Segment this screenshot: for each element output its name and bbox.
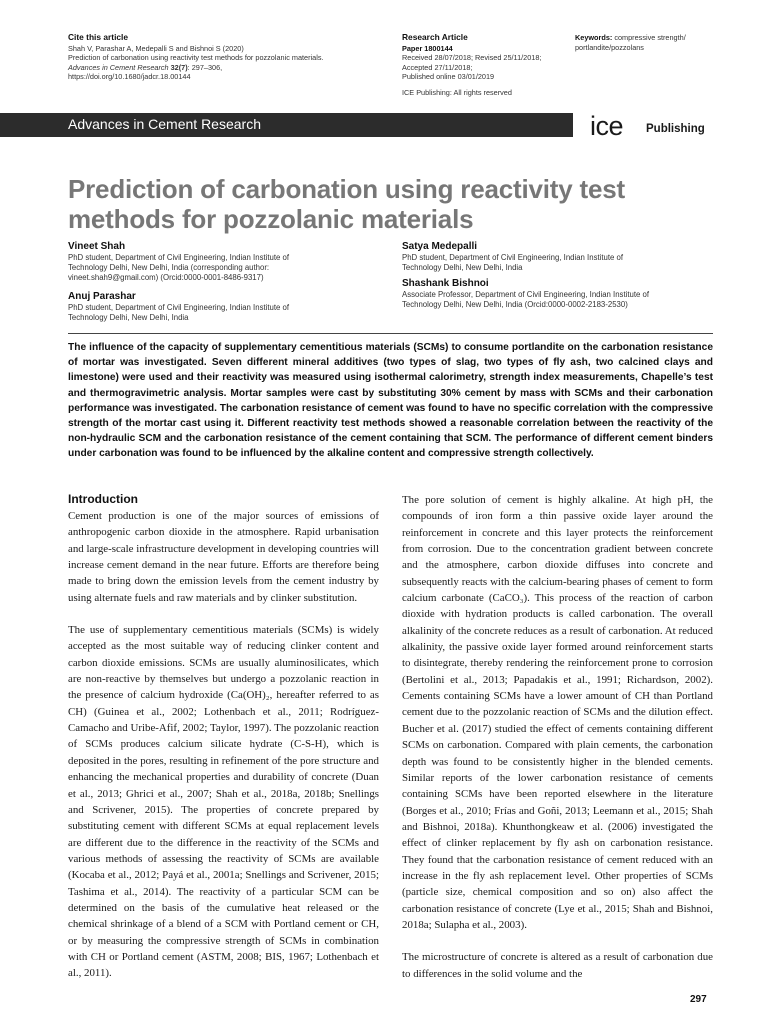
author-name: Satya Medepalli — [402, 241, 478, 252]
body-paragraph: The microstructure of concrete is altered as a result of carbonation due to differences in the solid volume and the — [402, 951, 713, 980]
body-column-left — [68, 492, 379, 998]
author-affiliation: Technology Delhi, New Delhi, India (corresponding author: — [68, 263, 270, 273]
author-block — [68, 290, 368, 323]
author-name: Anuj Parashar — [68, 291, 136, 302]
author-affiliation: Technology Delhi, New Delhi, India — [68, 313, 189, 323]
body-paragraph: The pore solution of cement is highly alkaline. At high pH, the compounds of iron form a thin passive oxide layer around the reinforcement in concrete and this layer protects the reinforcement from corrosion. Due to the concentration gradient between concrete and the atmosphere, carbon dioxide diffuses into concrete and subsequently reacts with the calcium-bearing phases of cement to form calcium carbonate (CaCO₃). This process of the reaction of carbon dioxide with hydration products is called carbonation. The overall alkalinity of the concrete reduces as a result of carbonation. At reduced alkalinity, the passive oxide layer formed around reinforcement starts to disintegrate, thereby rendering the reinforcement prone to corrosion (Bertolini et al., 2013; Papadakis et al., 1991; Richardson, 2002). Cements containing SCMs have a lower amount of CH than Portland cement due to the pozzolanic reaction of SCMs and the dilution effect. Bucher et al. (2017) studied the effect of cements containing different SCMs on carbonation. Compared with plain cements, the carbonation depth was found to be consistently higher in the blended cements. Similar reports of the lower carbonation resistance of cements containing SCMs have been reported elsewhere in the literature (Borges et al., 2010; Frías and Goñi, 2013; Leemann et al., 2015; Shah and Bishnoi, 2018a). Khunthongkeaw et al. (2006) investigated the effect of clinker replacement by fly ash on carbonation resistance. They found that the carbonation resistance of cement reduced with an increase in the fly ash replacement level. Other properties of SCMs (particle size, chemical composition and so on) also affect the carbonation resistance of concrete (Lye et al., 2015; Shah and Bishnoi, 2018a; Sulapha et al., 2003). — [402, 494, 713, 931]
published-date: Published online 03/01/2019 — [402, 72, 495, 82]
author-affiliation: Associate Professor, Department of Civil Engineering, Indian Institute of — [402, 290, 650, 299]
article-type: Research Article — [402, 32, 468, 42]
page-number: 297 — [690, 994, 707, 1005]
cite-heading: Cite this article — [68, 32, 129, 42]
cite-journal-line: Advances in Cement Research 32(7): 297–306, — [68, 62, 223, 72]
journal-bar — [0, 113, 573, 137]
author-affiliation: PhD student, Department of Civil Engineering, Indian Institute of — [402, 253, 624, 262]
paper-number: Paper 1800144 — [402, 43, 453, 53]
cite-authors: Shah V, Parashar A, Medepalli S and Bishnoi S (2020) — [68, 43, 244, 53]
keywords-block — [575, 33, 725, 52]
author-affiliation: PhD student, Department of Civil Engineering, Indian Institute of — [68, 303, 290, 312]
author-block — [402, 240, 702, 273]
author-affiliation: Technology Delhi, New Delhi, India (Orcid:0000-0002-2183-2530) — [402, 300, 628, 310]
citation-block — [68, 33, 368, 82]
author-affiliation: PhD student, Department of Civil Engineering, Indian Institute of — [68, 253, 290, 262]
cite-title: Prediction of carbonation using reactivity test methods for pozzolanic materials. — [68, 53, 324, 63]
body-paragraph: Cement production is one of the major sources of emissions of anthropogenic carbon dioxide in the atmosphere. Rapid urbanisation and large-scale infrastructure development in developing countries will increase cement demand in the near future. Efforts are therefore being made to bring down the emission levels from the cement industry by using alternate fuels and raw materials and by clinker substitution. — [68, 510, 379, 604]
article-title: Prediction of carbonation using reactivity test methods for pozzolanic materials — [68, 174, 625, 234]
body-column-right — [402, 492, 713, 998]
body-paragraph: The use of supplementary cementitious materials (SCMs) is widely accepted as the most suitable way of reducing clinker content and carbon dioxide emissions. SCMs are usually aluminosilicates, which are non-reactive by themselves but undergo a pozzolanic reaction in the presence of calcium hydroxide (Ca(OH)₂, hereafter referred to as CH) (Guinea et al., 2002; Lothenbach et al., 2011; Rodríguez-Camacho and Uribe-Afif, 2002; Taylor, 1997). The pozzolanic reaction of SCMs produces calcium silicate hydrate (C-S-H), which is deposited in the pores, resulting in refinement of the pore structure and enhancing the mechanical properties and durability of concrete (Duan et al., 2013; Ghrici et al., 2007; Shah et al., 2018a, 2018b; Snellings and Scrivener, 2015). The properties of concrete prepared by substituting cement with different SCMs at equal replacement levels are different due to the difference in the reactivity of the SCMs and various methods of assessing the reactivity of SCMs are available (Kocaba et al., 2012; Payá et al., 2001a; Snellings and Scrivener, 2015; Tashima et al., 2014). The reactivity of a particular SCM can be determined on the basis of the cumulative heat released or the chemical shrinkage of a blend of a SCM with Portland cement or CH, or by measuring the compressive strength of SCMs in combination with CH or Portland cement (ASTM, 2008; BIS, 1967; Lothenbach et al., 2011). — [68, 624, 379, 980]
author-contact[interactable]: vineet.shah9@gmail.com) (Orcid:0000-0001-8486-9317) — [68, 273, 264, 283]
keywords-line1[interactable]: compressive strength/ — [614, 33, 686, 42]
keywords-line2[interactable]: portlandite/pozzolans — [575, 42, 644, 52]
accepted-date: Accepted 27/11/2018; — [402, 62, 473, 72]
section-heading-introduction: Introduction — [68, 492, 138, 506]
logo-mark: ice — [590, 111, 624, 141]
logo-text: Publishing — [646, 123, 705, 135]
keywords-label: Keywords: — [575, 33, 613, 42]
received-date: Received 28/07/2018; Revised 25/11/2018; — [402, 53, 542, 63]
author-affiliation: Technology Delhi, New Delhi, India — [402, 263, 523, 273]
abstract: The influence of the capacity of supplementary cementitious materials (SCMs) to consume portlandite on the carbonation resistance of mortar was investigated. Seven different mineral additives (two types of slag, two types of fly ash, two calcined clays and limestone) were used and their reactivity was measured using isothermal calorimetry, strength index measurements, Chapelle’s test and thermogravimetric analysis. Mortar samples were cast by substituting 30% cement by mass with SCMs and their carbonation performance was investigated. The carbonation resistance of cement was found to have no specific correlation with the compressive strength of the mortar cast using it. Different reactivity test methods showed a reasonable correlation between the reactivity of the non-hydraulic SCM and the carbonation resistance of the cement containing that SCM. The performance of different cement binders under carbonation was found to be influenced by the alkaline content and compressive strength collectively. — [68, 342, 713, 460]
ice-publishing-logo — [590, 112, 720, 140]
author-block — [68, 240, 368, 284]
author-name: Vineet Shah — [68, 241, 126, 252]
section-divider — [68, 333, 713, 334]
author-name: Shashank Bishnoi — [402, 278, 489, 289]
article-info — [402, 33, 562, 98]
cite-doi-link[interactable]: https://doi.org/10.1680/jadcr.18.00144 — [68, 72, 191, 82]
journal-name: Advances in Cement Research — [68, 116, 261, 132]
rights-statement: ICE Publishing: All rights reserved — [402, 87, 512, 97]
author-block — [402, 277, 702, 310]
